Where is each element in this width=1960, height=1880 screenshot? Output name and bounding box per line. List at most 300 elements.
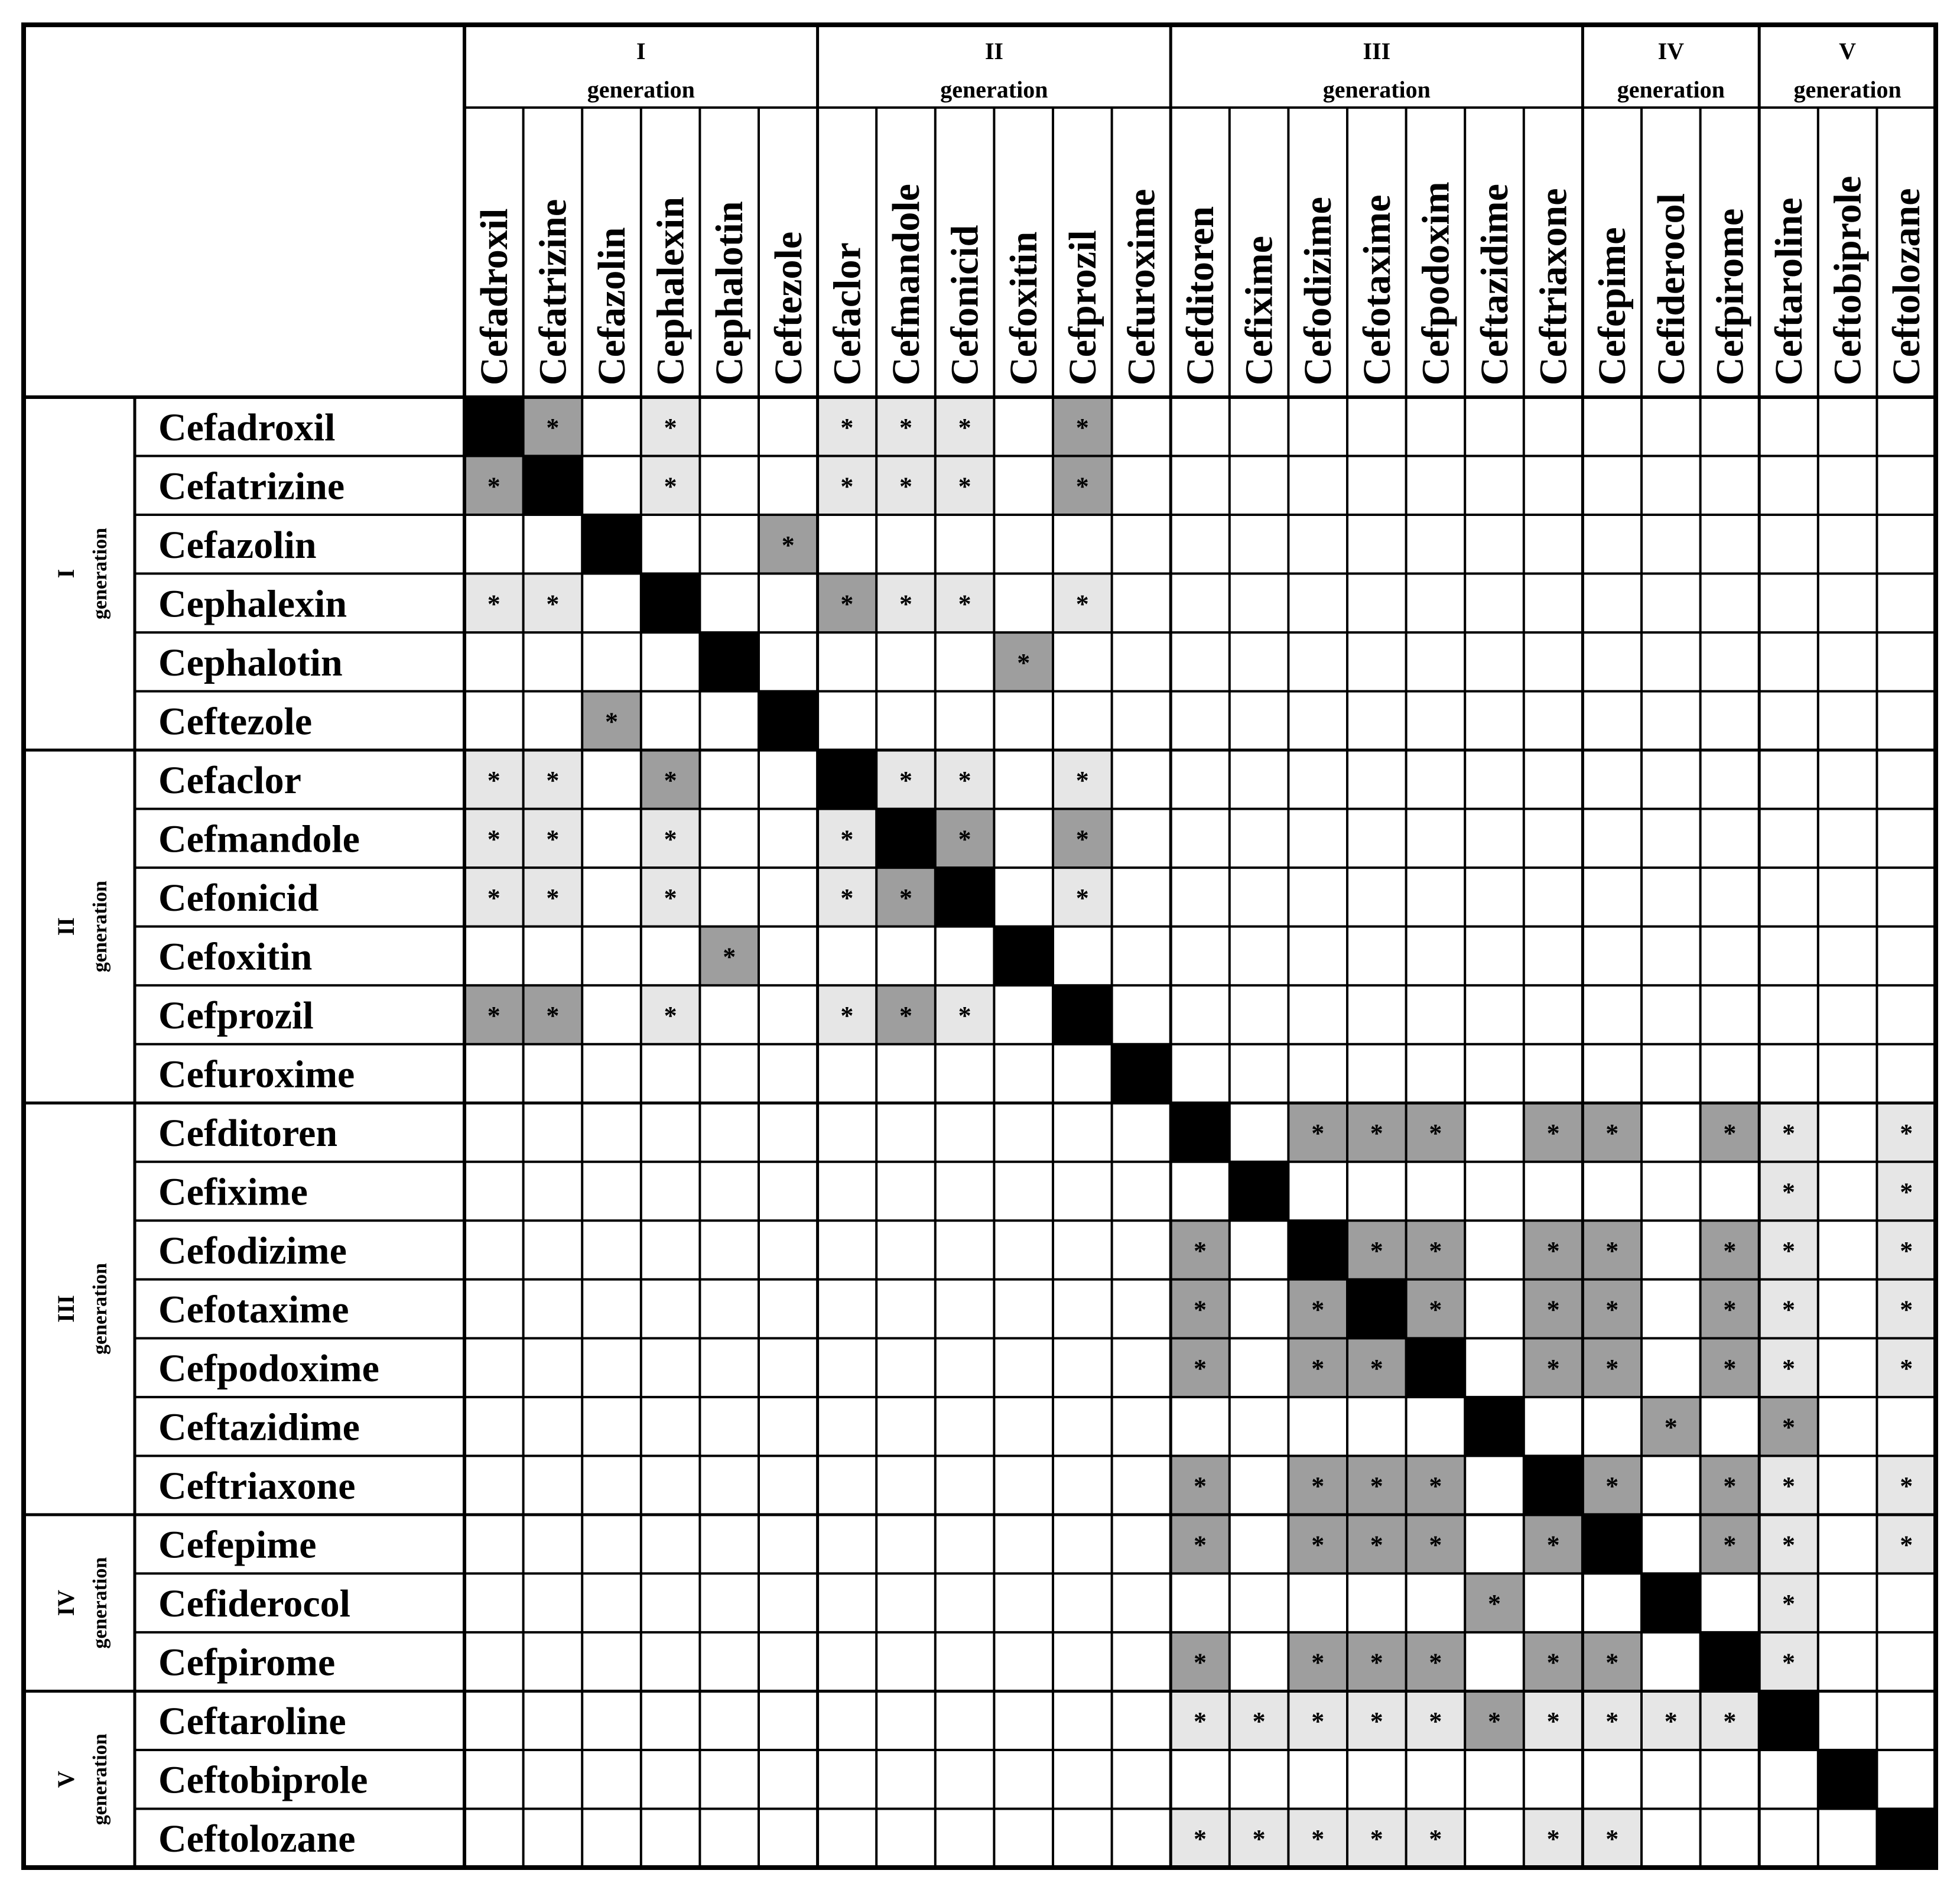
cell-empty (818, 1044, 877, 1103)
cell-empty (994, 1103, 1053, 1162)
cell-empty (1877, 1750, 1936, 1809)
column-header-ceftriaxone: Ceftriaxone (1532, 188, 1575, 385)
cell-empty (1053, 1691, 1112, 1750)
cell-empty (1347, 515, 1406, 574)
cell-asterisk: * (1723, 1295, 1737, 1324)
cell-asterisk: * (1075, 472, 1089, 501)
cell-empty (1053, 1338, 1112, 1397)
row-header-cefiderocol: Cefiderocol (158, 1582, 351, 1626)
cell-asterisk: * (664, 765, 677, 795)
cell-empty (1171, 1397, 1230, 1456)
cell-empty (994, 1573, 1053, 1632)
cell-empty (1582, 750, 1642, 809)
cell-asterisk: * (1017, 648, 1031, 677)
row-header-ceftobiprole: Ceftobiprole (158, 1758, 368, 1802)
cell-empty (1406, 1573, 1465, 1632)
cell-empty (935, 1808, 994, 1868)
cell-empty (1112, 515, 1171, 574)
column-header-cefditoren: Cefditoren (1179, 206, 1222, 385)
cell-empty (1642, 1632, 1701, 1691)
cell-empty (1759, 456, 1818, 515)
cell-diagonal (1288, 1220, 1347, 1280)
row-header-cefodizime: Cefodizime (158, 1229, 347, 1273)
cell-empty (1465, 1632, 1524, 1691)
cell-asterisk: * (1370, 1354, 1383, 1384)
cell-asterisk: * (1782, 1354, 1795, 1384)
cell-empty (1759, 985, 1818, 1044)
cell-empty (935, 1515, 994, 1574)
cell-empty (641, 1103, 700, 1162)
cell-empty (1112, 1573, 1171, 1632)
row-header-cefonicid: Cefonicid (158, 876, 319, 920)
column-header-cefonicid: Cefonicid (943, 225, 987, 385)
column-header-cefatrizine: Cefatrizine (531, 199, 575, 385)
cell-empty (818, 1573, 877, 1632)
cell-empty (1465, 927, 1524, 986)
cell-empty (1582, 1044, 1642, 1103)
cell-empty (1524, 1750, 1583, 1809)
row-header-cefotaxime: Cefotaxime (158, 1288, 349, 1332)
row-header-cefaclor: Cefaclor (158, 758, 301, 802)
cell-empty (1053, 1808, 1112, 1868)
cell-empty (876, 632, 935, 691)
cell-empty (818, 1280, 877, 1339)
cell-asterisk: * (840, 1001, 854, 1030)
cell-asterisk: * (1370, 1648, 1383, 1677)
cell-empty (1759, 574, 1818, 633)
cell-empty (759, 809, 818, 868)
cell-asterisk: * (1194, 1354, 1207, 1384)
cell-asterisk: * (1194, 1824, 1207, 1854)
cell-diagonal (1112, 1044, 1171, 1103)
cell-asterisk: * (1194, 1236, 1207, 1266)
cell-empty (994, 1808, 1053, 1868)
cell-empty (1818, 1220, 1877, 1280)
cell-empty (1465, 397, 1524, 456)
cell-empty (1288, 809, 1347, 868)
row-group-label: generation (89, 528, 111, 619)
cell-empty (1112, 1397, 1171, 1456)
cell-empty (641, 1515, 700, 1574)
cell-asterisk: * (1429, 1648, 1442, 1677)
cell-diagonal (1582, 1515, 1642, 1574)
cell-empty (1171, 1162, 1230, 1221)
cell-diagonal (524, 456, 583, 515)
column-header-cephalexin: Cephalexin (649, 196, 693, 385)
cell-empty (1112, 397, 1171, 456)
row-header-cefditoren: Cefditoren (158, 1112, 338, 1155)
row-group-numeral: II (53, 917, 79, 936)
cell-empty (994, 750, 1053, 809)
cell-empty (700, 1220, 759, 1280)
cell-empty (876, 1515, 935, 1574)
cell-empty (1642, 750, 1701, 809)
cell-empty (1759, 809, 1818, 868)
cell-asterisk: * (723, 942, 736, 972)
cell-empty (1701, 809, 1760, 868)
cell-empty (818, 691, 877, 751)
cell-empty (1524, 1044, 1583, 1103)
cell-empty (1818, 1456, 1877, 1515)
cell-diagonal (1818, 1750, 1877, 1809)
cell-empty (1053, 1750, 1112, 1809)
cell-asterisk: * (487, 765, 500, 795)
column-group-numeral: III (1363, 38, 1391, 64)
cell-empty (1582, 1397, 1642, 1456)
row-group-numeral: IV (53, 1589, 79, 1616)
cell-asterisk: * (605, 707, 618, 736)
cell-empty (1818, 1162, 1877, 1221)
cell-diagonal (1230, 1162, 1289, 1221)
cell-empty (1701, 985, 1760, 1044)
cell-empty (1759, 397, 1818, 456)
cell-empty (1877, 750, 1936, 809)
cell-empty (759, 632, 818, 691)
cell-empty (641, 1750, 700, 1809)
cell-empty (818, 1515, 877, 1574)
cell-empty (1171, 515, 1230, 574)
cell-empty (1701, 1750, 1760, 1809)
column-header-cefprozil: Cefprozil (1061, 230, 1104, 385)
cell-empty (759, 1456, 818, 1515)
cell-empty (1524, 809, 1583, 868)
cell-empty (818, 1338, 877, 1397)
cell-asterisk: * (1075, 883, 1089, 913)
cell-empty (759, 1573, 818, 1632)
cell-empty (582, 985, 641, 1044)
cell-asterisk: * (840, 824, 854, 854)
cell-asterisk: * (1546, 1354, 1560, 1384)
cell-asterisk: * (1782, 1413, 1795, 1442)
cell-diagonal (582, 515, 641, 574)
cell-empty (524, 1573, 583, 1632)
column-header-cefiderocol: Cefiderocol (1649, 193, 1693, 385)
cell-empty (876, 1750, 935, 1809)
column-header-ceftobiprole: Ceftobiprole (1826, 176, 1870, 385)
cell-empty (1582, 397, 1642, 456)
cell-asterisk: * (1782, 1472, 1795, 1501)
cell-empty (641, 1220, 700, 1280)
cell-empty (1288, 1044, 1347, 1103)
cell-empty (582, 1691, 641, 1750)
cell-empty (1230, 691, 1289, 751)
cell-empty (759, 574, 818, 633)
column-header-cefotaxime: Cefotaxime (1355, 194, 1399, 385)
row-header-ceftazidime: Ceftazidime (158, 1405, 360, 1449)
cell-empty (641, 1044, 700, 1103)
cell-empty (1818, 691, 1877, 751)
cell-diagonal (994, 927, 1053, 986)
cell-empty (1406, 868, 1465, 927)
cell-diagonal (1465, 1397, 1524, 1456)
cell-empty (1818, 1103, 1877, 1162)
cell-empty (1406, 632, 1465, 691)
row-header-ceftriaxone: Ceftriaxone (158, 1465, 356, 1508)
cell-empty (935, 1573, 994, 1632)
cell-empty (582, 1808, 641, 1868)
cell-empty (1112, 1220, 1171, 1280)
cell-empty (1524, 1397, 1583, 1456)
cell-asterisk: * (487, 1001, 500, 1030)
cell-empty (524, 1044, 583, 1103)
cell-asterisk: * (664, 1001, 677, 1030)
cell-empty (700, 1397, 759, 1456)
cell-empty (1759, 1750, 1818, 1809)
cell-empty (1877, 632, 1936, 691)
cell-empty (1582, 927, 1642, 986)
cell-asterisk: * (1429, 1530, 1442, 1560)
cell-empty (1642, 1280, 1701, 1339)
cell-asterisk: * (958, 589, 971, 619)
column-header-cefmandole: Cefmandole (885, 184, 928, 385)
cell-empty (1818, 1808, 1877, 1868)
cell-empty (582, 1573, 641, 1632)
cell-empty (935, 1397, 994, 1456)
cell-empty (464, 1397, 524, 1456)
cell-empty (1818, 632, 1877, 691)
cell-empty (1759, 1808, 1818, 1868)
cell-empty (935, 1691, 994, 1750)
cell-empty (1701, 927, 1760, 986)
cell-empty (1701, 574, 1760, 633)
cell-empty (1053, 691, 1112, 751)
cell-empty (1524, 397, 1583, 456)
cell-empty (1406, 750, 1465, 809)
cell-empty (1230, 750, 1289, 809)
cell-empty (464, 1573, 524, 1632)
cell-empty (994, 985, 1053, 1044)
cell-empty (1642, 1750, 1701, 1809)
cell-empty (700, 1750, 759, 1809)
cell-empty (700, 1280, 759, 1339)
cell-empty (1230, 1220, 1289, 1280)
cell-empty (994, 1280, 1053, 1339)
cell-empty (1230, 397, 1289, 456)
cell-empty (700, 1515, 759, 1574)
cell-empty (876, 1220, 935, 1280)
cell-empty (994, 1044, 1053, 1103)
row-header-cefuroxime: Cefuroxime (158, 1053, 355, 1096)
cell-asterisk: * (1488, 1707, 1501, 1736)
cell-empty (818, 1691, 877, 1750)
cell-empty (1053, 1515, 1112, 1574)
cell-asterisk: * (1075, 824, 1089, 854)
cell-empty (1877, 1397, 1936, 1456)
cell-asterisk: * (1194, 1472, 1207, 1501)
row-group-label: generation (89, 1557, 111, 1649)
cell-empty (1642, 1338, 1701, 1397)
cell-asterisk: * (1782, 1119, 1795, 1148)
cell-empty (1230, 1338, 1289, 1397)
cell-empty (1171, 397, 1230, 456)
cell-empty (582, 927, 641, 986)
cell-asterisk: * (1370, 1824, 1383, 1854)
cell-diagonal (1701, 1632, 1760, 1691)
cell-empty (1818, 985, 1877, 1044)
cell-diagonal (818, 750, 877, 809)
cell-empty (1465, 515, 1524, 574)
cell-empty (994, 691, 1053, 751)
cell-empty (582, 1338, 641, 1397)
cell-empty (1288, 456, 1347, 515)
cell-empty (876, 1808, 935, 1868)
cell-empty (759, 1280, 818, 1339)
cell-empty (1230, 927, 1289, 986)
column-header-ceftezole: Ceftezole (766, 231, 810, 385)
cell-empty (1347, 456, 1406, 515)
cell-empty (1112, 868, 1171, 927)
cell-empty (1642, 397, 1701, 456)
cell-empty (759, 397, 818, 456)
cell-asterisk: * (1075, 589, 1089, 619)
cell-asterisk: * (1075, 765, 1089, 795)
cell-empty (582, 809, 641, 868)
cell-empty (1347, 868, 1406, 927)
column-group-numeral: II (984, 38, 1003, 64)
cell-empty (464, 632, 524, 691)
cell-asterisk: * (1546, 1824, 1560, 1854)
cell-asterisk: * (781, 530, 795, 560)
cell-empty (1053, 632, 1112, 691)
cell-empty (582, 1456, 641, 1515)
cell-empty (1582, 515, 1642, 574)
cell-empty (1818, 1397, 1877, 1456)
row-header-cefmandole: Cefmandole (158, 817, 360, 861)
column-group-numeral: IV (1657, 38, 1685, 64)
cell-empty (641, 1573, 700, 1632)
cell-asterisk: * (899, 589, 912, 619)
cell-empty (1112, 1691, 1171, 1750)
cell-empty (700, 750, 759, 809)
cell-empty (1465, 1103, 1524, 1162)
cell-empty (700, 809, 759, 868)
cell-empty (1171, 868, 1230, 927)
cell-empty (1877, 397, 1936, 456)
cell-asterisk: * (1723, 1707, 1737, 1736)
cell-empty (1582, 456, 1642, 515)
cell-diagonal (700, 632, 759, 691)
cell-empty (1877, 809, 1936, 868)
cell-asterisk: * (1782, 1530, 1795, 1560)
cell-empty (1347, 691, 1406, 751)
cell-empty (582, 397, 641, 456)
cell-empty (1465, 1456, 1524, 1515)
cell-empty (1288, 632, 1347, 691)
cell-empty (818, 1397, 877, 1456)
column-group-label: generation (1322, 76, 1431, 103)
column-group-label: generation (1617, 76, 1725, 103)
cell-empty (1053, 515, 1112, 574)
cell-empty (935, 1103, 994, 1162)
cell-empty (582, 868, 641, 927)
row-header-cefadroxil: Cefadroxil (158, 405, 336, 449)
cell-empty (464, 1456, 524, 1515)
cell-empty (1642, 1220, 1701, 1280)
cell-empty (1230, 574, 1289, 633)
cell-empty (1877, 691, 1936, 751)
cell-empty (1465, 750, 1524, 809)
cell-empty (1818, 1632, 1877, 1691)
cell-empty (1230, 456, 1289, 515)
cell-empty (994, 1750, 1053, 1809)
cell-asterisk: * (1900, 1530, 1913, 1560)
cell-empty (1818, 927, 1877, 986)
cell-asterisk: * (546, 589, 560, 619)
cell-empty (1642, 1456, 1701, 1515)
cell-empty (994, 1456, 1053, 1515)
cell-diagonal (1406, 1338, 1465, 1397)
cell-empty (1112, 456, 1171, 515)
cell-asterisk: * (1429, 1236, 1442, 1266)
cell-empty (524, 1808, 583, 1868)
cell-asterisk: * (840, 589, 854, 619)
cell-diagonal (1171, 1103, 1230, 1162)
cell-empty (524, 691, 583, 751)
cell-empty (994, 1338, 1053, 1397)
cell-empty (1642, 985, 1701, 1044)
cell-empty (1347, 1044, 1406, 1103)
cell-empty (1230, 1632, 1289, 1691)
cell-empty (1701, 456, 1760, 515)
cell-empty (759, 1691, 818, 1750)
cell-empty (759, 1103, 818, 1162)
row-header-cefprozil: Cefprozil (158, 993, 314, 1037)
cell-empty (1288, 927, 1347, 986)
column-header-cefoxitin: Cefoxitin (1002, 231, 1046, 385)
row-header-cefpirome: Cefpirome (158, 1641, 336, 1684)
cell-empty (1877, 927, 1936, 986)
cell-empty (1582, 691, 1642, 751)
cell-empty (1406, 456, 1465, 515)
cell-empty (582, 632, 641, 691)
cell-empty (1171, 691, 1230, 751)
cell-empty (759, 1632, 818, 1691)
cell-empty (641, 1808, 700, 1868)
cell-empty (1406, 691, 1465, 751)
cell-empty (1642, 927, 1701, 986)
cell-empty (994, 397, 1053, 456)
cell-empty (524, 1691, 583, 1750)
cell-empty (994, 1632, 1053, 1691)
cell-empty (582, 456, 641, 515)
cell-empty (641, 927, 700, 986)
cell-asterisk: * (899, 413, 912, 442)
cell-empty (1759, 691, 1818, 751)
cell-empty (1112, 985, 1171, 1044)
cell-asterisk: * (1194, 1530, 1207, 1560)
cell-empty (464, 1691, 524, 1750)
row-header-ceftaroline: Ceftaroline (158, 1700, 346, 1743)
cell-empty (1877, 1573, 1936, 1632)
cell-asterisk: * (1311, 1824, 1325, 1854)
cell-diagonal (641, 574, 700, 633)
cell-empty (582, 1632, 641, 1691)
cell-empty (759, 750, 818, 809)
cell-empty (1406, 574, 1465, 633)
cell-empty (1406, 515, 1465, 574)
cell-empty (1112, 1456, 1171, 1515)
cell-empty (1112, 1338, 1171, 1397)
cell-empty (582, 1280, 641, 1339)
column-header-cefepime: Cefepime (1591, 227, 1634, 385)
cell-empty (1701, 1044, 1760, 1103)
cell-empty (876, 1338, 935, 1397)
cell-empty (876, 1103, 935, 1162)
cell-asterisk: * (958, 472, 971, 501)
column-header-cefixime: Cefixime (1237, 236, 1281, 385)
cell-asterisk: * (958, 1001, 971, 1030)
cell-empty (1230, 868, 1289, 927)
